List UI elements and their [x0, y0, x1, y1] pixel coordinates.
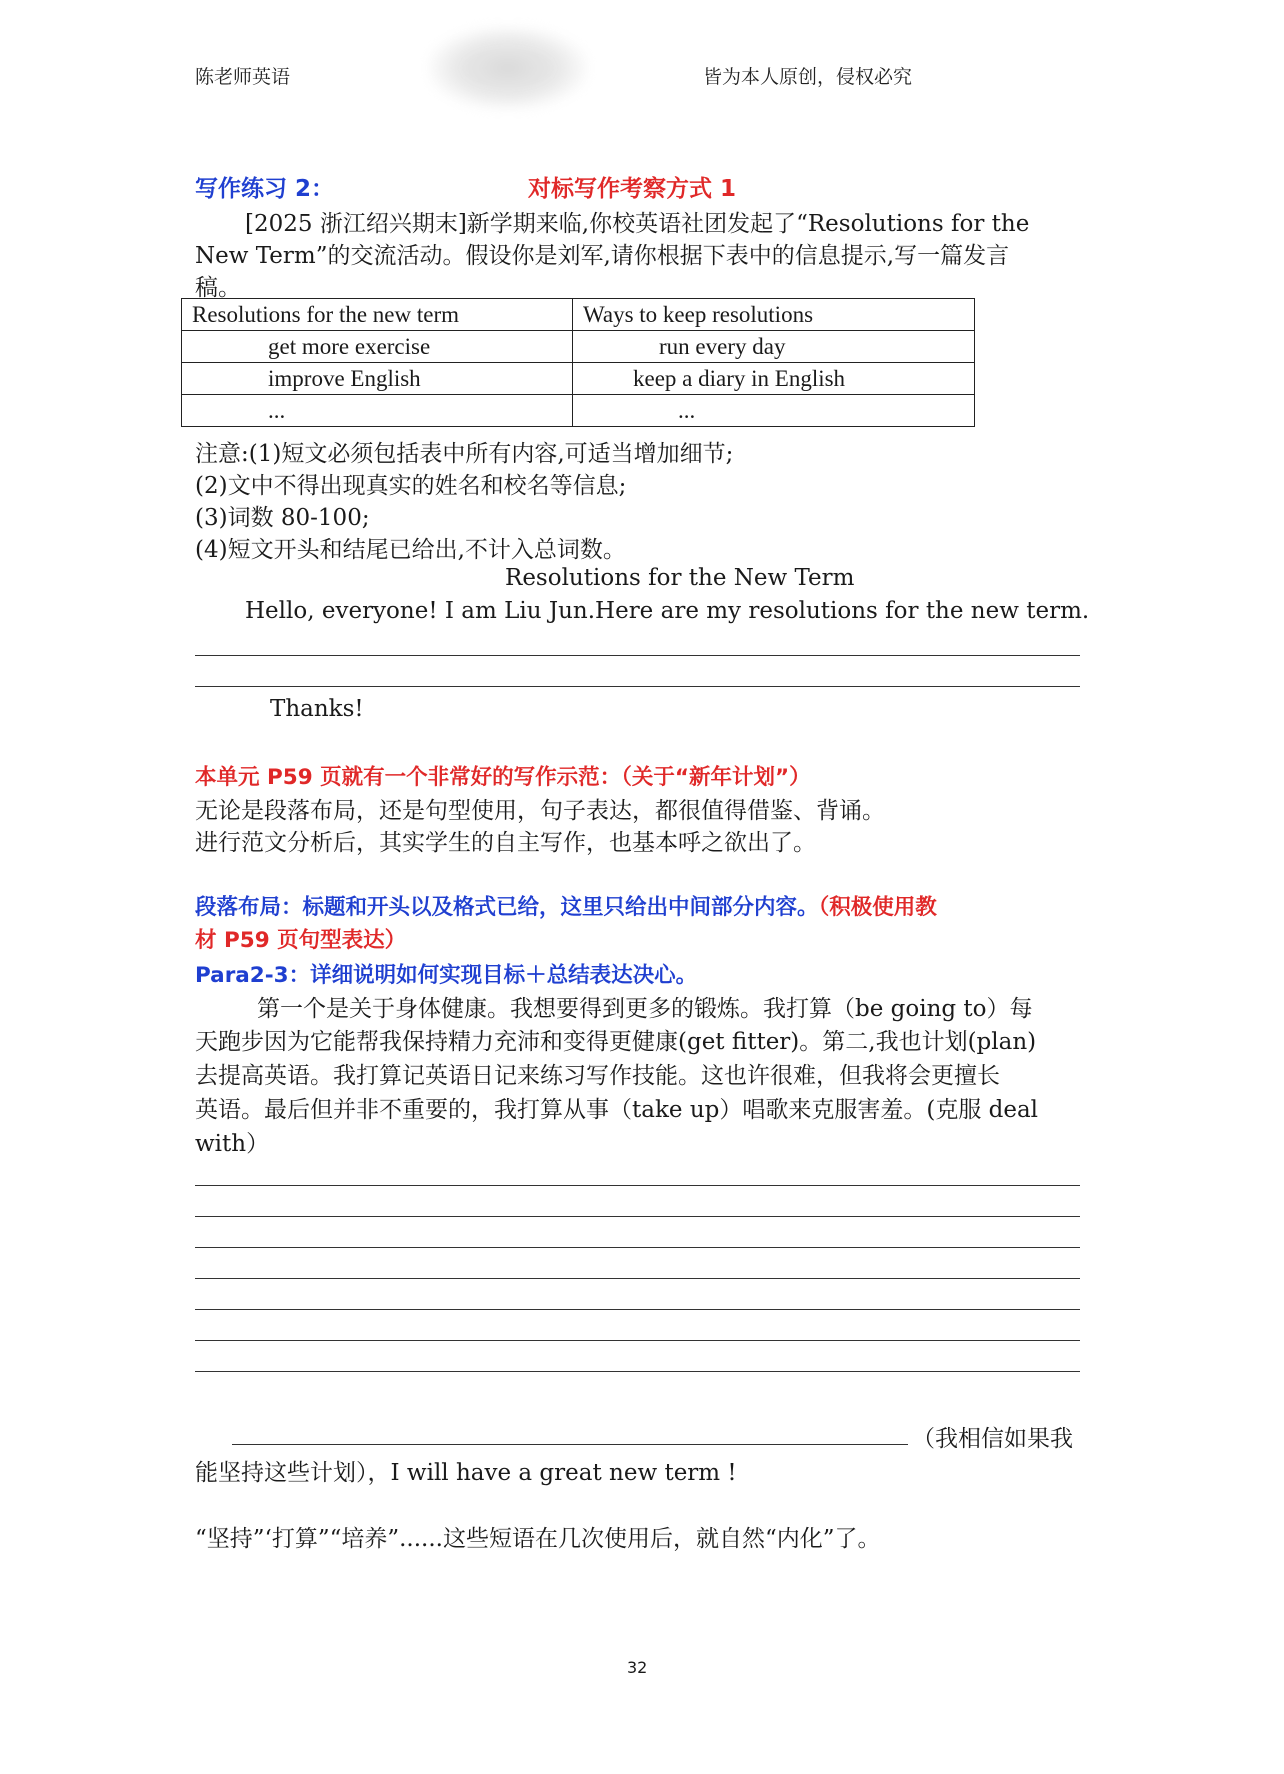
- ending-tip: “坚持”‘打算”“培养”......这些短语在几次使用后，就自然“内化”了。: [195, 1526, 881, 1552]
- prompt-line-3: 稿。: [195, 275, 241, 301]
- header-left: 陈老师英语: [195, 66, 291, 88]
- writing-line: [195, 1216, 1080, 1217]
- header-right: 皆为本人原创，侵权必究: [703, 66, 913, 88]
- note-4: (4)短文开头和结尾已给出,不计入总词数。: [195, 537, 626, 563]
- essay-closing: Thanks!: [270, 696, 364, 722]
- prompt-line-1: [2025 浙江绍兴期末]新学期来临,你校英语社团发起了“Resolutions for the: [245, 211, 1030, 237]
- ending-hint: （我相信如果我: [912, 1426, 1073, 1452]
- table-cell: keep a diary in English: [573, 363, 975, 395]
- para-heading: Para2-3：详细说明如何实现目标＋总结表达决心。: [195, 963, 698, 988]
- layout-heading-blue: 段落布局：标题和开头以及格式已给，这里只给出中间部分内容。: [195, 895, 819, 920]
- table-row: [182, 363, 975, 395]
- fill-in-line: [232, 1444, 908, 1445]
- layout-heading-cont: 材 P59 页句型表达）: [195, 928, 407, 953]
- body-line-5: with）: [195, 1131, 270, 1157]
- table-cell: improve English: [182, 363, 573, 395]
- essay-title: Resolutions for the New Term: [505, 565, 855, 591]
- table-cell: ...: [182, 395, 573, 427]
- exercise-label: 写作练习 2：: [195, 176, 335, 202]
- table-cell: ...: [573, 395, 975, 427]
- writing-line: [195, 1247, 1080, 1248]
- writing-line: [195, 1185, 1080, 1186]
- layout-heading-red: （积极使用教: [818, 895, 937, 920]
- writing-line: [195, 655, 1080, 656]
- essay-opening: Hello, everyone! I am Liu Jun.Here are my resolutions for the new term.: [245, 598, 1090, 624]
- commentary-line-1: 无论是段落布局，还是句型使用，句子表达，都很值得借鉴、背诵。: [195, 798, 885, 824]
- note-3: (3)词数 80-100;: [195, 505, 370, 531]
- table-header-cell: Resolutions for the new term: [182, 299, 573, 331]
- writing-line: [195, 1278, 1080, 1279]
- body-line-3: 去提高英语。我打算记英语日记来练习写作技能。这也许很难，但我将会更擅长: [195, 1063, 1000, 1089]
- writing-line: [195, 1371, 1080, 1372]
- page-number: 32: [627, 1658, 648, 1677]
- body-line-2: 天跑步因为它能帮我保持精力充沛和变得更健康(get fitter)。第二,我也计划(plan): [195, 1029, 1037, 1055]
- table-row: [182, 331, 975, 363]
- ending-line-2: 能坚持这些计划），I will have a great new term !: [195, 1460, 737, 1486]
- table-cell: run every day: [573, 331, 975, 363]
- table-cell: get more exercise: [182, 331, 573, 363]
- commentary-line-2: 进行范文分析后，其实学生的自主写作，也基本呼之欲出了。: [195, 830, 816, 856]
- note-1: 注意:(1)短文必须包括表中所有内容,可适当增加细节;: [195, 441, 734, 467]
- note-2: (2)文中不得出现真实的姓名和校名等信息;: [195, 473, 627, 499]
- body-line-1: 第一个是关于身体健康。我想要得到更多的锻炼。我打算（be going to）每: [257, 996, 1033, 1022]
- commentary-heading: 本单元 P59 页就有一个非常好的写作示范：（关于“新年计划”）: [195, 765, 811, 790]
- table-row: [182, 395, 975, 427]
- writing-line: [195, 686, 1080, 687]
- prompt-line-2: New Term”的交流活动。假设你是刘军,请你根据下表中的信息提示,写一篇发言: [195, 243, 1010, 269]
- table-header-row: [182, 299, 975, 331]
- table-header-cell: Ways to keep resolutions: [573, 299, 975, 331]
- resolutions-table: [181, 298, 975, 427]
- exercise-type: 对标写作考察方式 1: [528, 176, 737, 202]
- writing-line: [195, 1309, 1080, 1310]
- blurred-watermark: [428, 26, 588, 110]
- writing-line: [195, 1340, 1080, 1341]
- layout-heading: [195, 890, 937, 921]
- body-line-4: 英语。最后但并非不重要的，我打算从事（take up）唱歌来克服害羞。(克服 deal: [195, 1097, 1039, 1123]
